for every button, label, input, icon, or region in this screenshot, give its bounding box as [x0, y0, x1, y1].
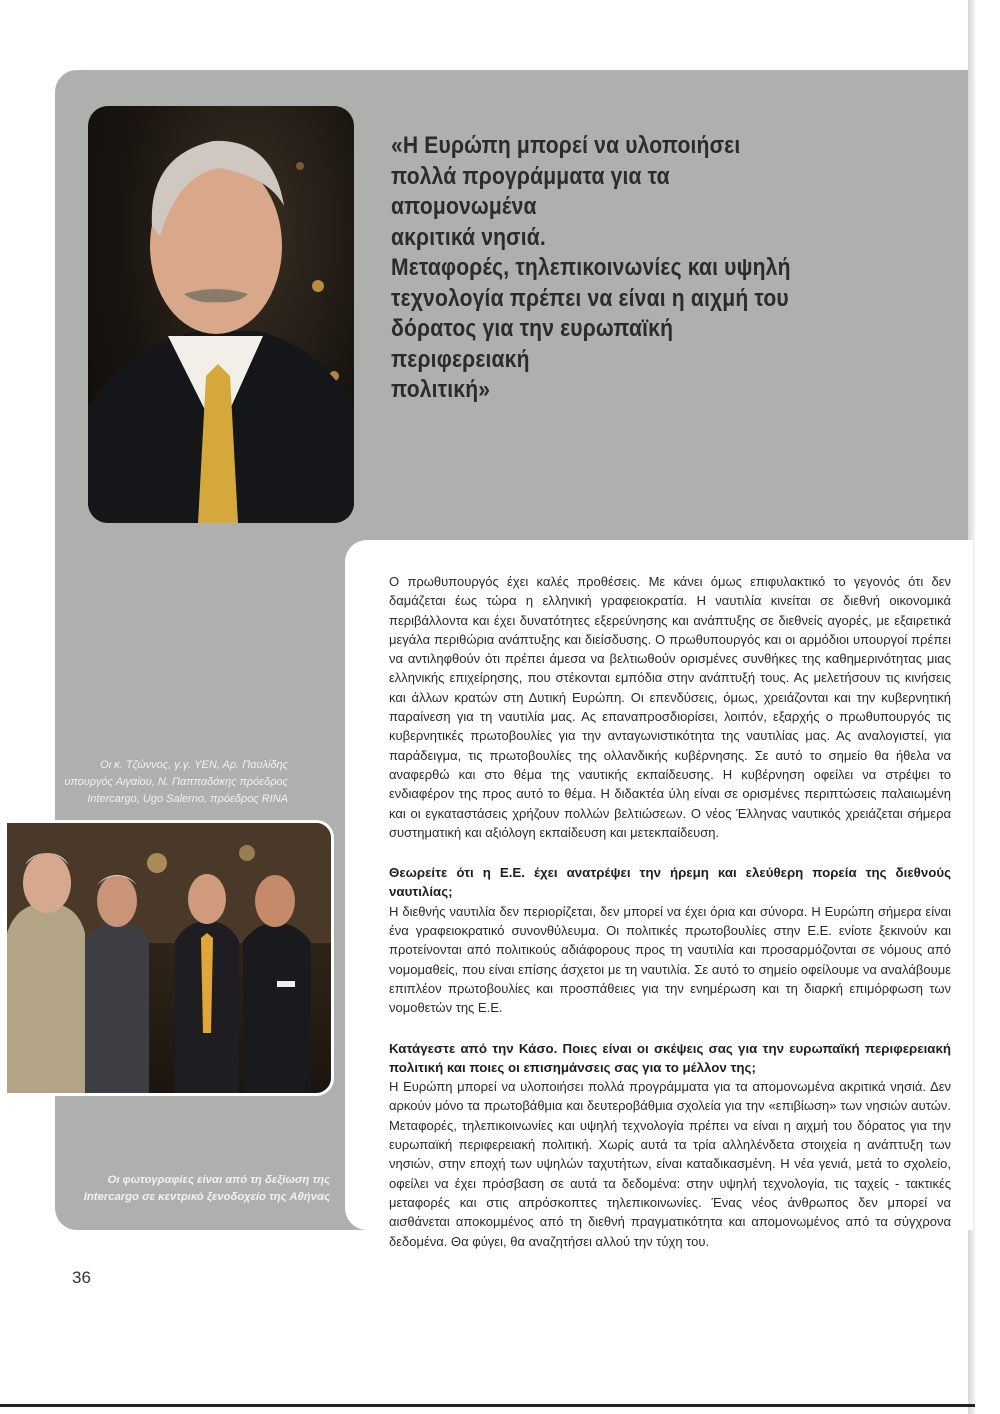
article-body — [389, 572, 951, 1251]
group-illustration — [7, 823, 331, 1093]
group-photo — [4, 820, 334, 1096]
question-2: Θεωρείτε ότι η Ε.Ε. έχει ανατρέψει την ήρεμη και ελεύθερη πορεία της διεθνούς ναυτιλίας; — [389, 865, 951, 900]
bottom-rule — [0, 1404, 975, 1407]
article-paragraph-1: Ο πρωθυπουργός έχει καλές προθέσεις. Με κάνει όμως επιφυλακτικό το γεγονός ότι δεν δαμάζεται έως τώρα η ελληνική γραφειοκρατία. Η ναυτιλία κινείται σε διεθνή οικονομικά περιβάλλοντα και έχει δυνατότητες εξερεύνησης και ανάπτυξης σε διεθνείς αγορές, με εξαιρετικά μεγάλα περιθώρια ανάπτυξης και διείσδυσης. Ο πρωθυπουργός και οι αρμόδιοι υπουργοί πρέπει να αντιληφθούν ότι πρέπει άμεσα να βελτιωθούν ορισμένες συνθήκες της καθημερινότητας μιας ελληνικής επιχείρησης, που στέκονται εμπόδια στην ανάπτυξή τους. Ας μελετήσουν τις κινήσεις και άλλων κρατών στη Δυτική Ευρώπη. Οι επενδύσεις, όμως, χρειάζονται και την κυβερνητική παραίνεση για τη ναυτιλία μας. Ας επαναπροσδιορίσει, λοιπόν, εξαρχής ο πρωθυπουργός τις κυβερνητικές πρωτοβουλίες για την ανταγωνιστικότητα της ναυτιλίας μας. Ας αναλογιστεί, για παράδειγμα, τις πρωτοβουλίες της ολλανδικής κυβέρνησης. Σε αυτό το σημείο θα ήθελα να αναφερθώ και στο θέμα της ναυτικής εκπαίδευσης. Η κυβέρνηση οφείλει να στρέψει το ενδιαφέρον της προς αυτό το θέμα. Η διδακτέα ύλη είναι σε ορισμένες περιπτώσεις παλαιωμένη και οι εγκαταστάσεις χρήζουν πολλών βελτιώσεων. Ο νέος Έλληνας ναυτικός χρειάζεται σήμερα συστηματική και αξιόλογη εκπαίδευση και μετεκπαίδευση. — [389, 574, 951, 840]
group-photo-caption: Οι κ. Τζώννος, γ.γ. ΥΕΝ, Αρ. Παυλίδης υπουργός Αιγαίου, Ν. Παππαδάκης πρόεδρος Intercargo, Ugo Salerno, πρόεδρος RINA — [64, 759, 288, 805]
portrait-illustration — [88, 106, 354, 523]
portrait-photo — [88, 106, 354, 523]
pull-quote: «Η Ευρώπη μπορεί να υλοποιήσει πολλά προγράμματα για τα απομονωμένα ακριτικά νησιά. Μεταφορές, τηλεπικοινωνίες και υψηλή τεχνολογία πρέπει να είναι η αιχμή του δόρατος για την ευρωπαϊκή περιφερειακή πολιτική» — [391, 132, 791, 403]
answer-3: Η Ευρώπη μπορεί να υλοποιήσει πολλά προγράμματα για τα απομονωμένα ακριτικά νησιά. Δεν αρκούν μόνο τα πρωτοβάθμια και δευτεροβάθμια σχολεία για την «επιβίωση» των νησιών αυτών. Μεταφορές, τηλεπικοινωνίες και υψηλή τεχνολογία πρέπει να είναι η αιχμή του δόρατος για την ευρωπαϊκή περιφερειακή πολιτική. Χωρίς αυτά τα τρία αλληλένδετα στοιχεία η ανάπτυξη των νησιών, στην εποχή των υψηλών ταχυτήτων, είναι καταδικασμένη. Η νέα γενιά, μετά το σχολείο, οφείλει να έχει πρόσβαση σε αυτά τα δεδομένα: στην υψηλή τεχνολογία, τις ταχείς - τακτικές μεταφορές και στις απρόσκοπτες τηλεπικοινωνίες. Ένας νέος άνθρωπος δεν μπορεί να αισθάνεται αποκομμένος από τη διεθνή πραγματικότητα και απομονωμένος από τα σύγχρονα δεδομένα. Θα φύγει, θα αναζητήσει αλλού την τύχη του. — [389, 1079, 951, 1249]
page-number: 36 — [72, 1268, 91, 1287]
question-3: Κατάγεστε από την Κάσο. Ποιες είναι οι σκέψεις σας για την ευρωπαϊκή περιφερειακή πολιτική και ποιες οι επισημάνσεις σας για το μέλλον της; — [389, 1040, 951, 1075]
photo-credit-caption: Οι φωτογραφίες είναι από τη δεξίωση της Intercargo σε κεντρικό ξενοδοχείο της Αθήνας — [83, 1174, 330, 1203]
answer-2: Η διεθνής ναυτιλία δεν περιορίζεται, δεν μπορεί να έχει όρια και σύνορα. Η Ευρώπη σήμερα είναι ένα γραφειοκρατικό συνονθύλευμα. Οι πολιτικές πρωτοβουλίες στην Ε.Ε. ενίοτε ξεκινούν και προτείνονται από πολιτικούς αδιάφορους προς τη ναυτιλία και προσαρμόζονται σε νόμους από νομομαθείς, που είναι επίσης άσχετοι με τη ναυτιλία. Σε αυτό το σημείο οφείλουμε να αναλάβουμε επιπλέον πρωτοβουλίες και προσπάθειες για την ενημέρωση και τη διαρκή επιμόρφωση των νομοθετών της Ε.Ε. — [389, 903, 951, 1016]
